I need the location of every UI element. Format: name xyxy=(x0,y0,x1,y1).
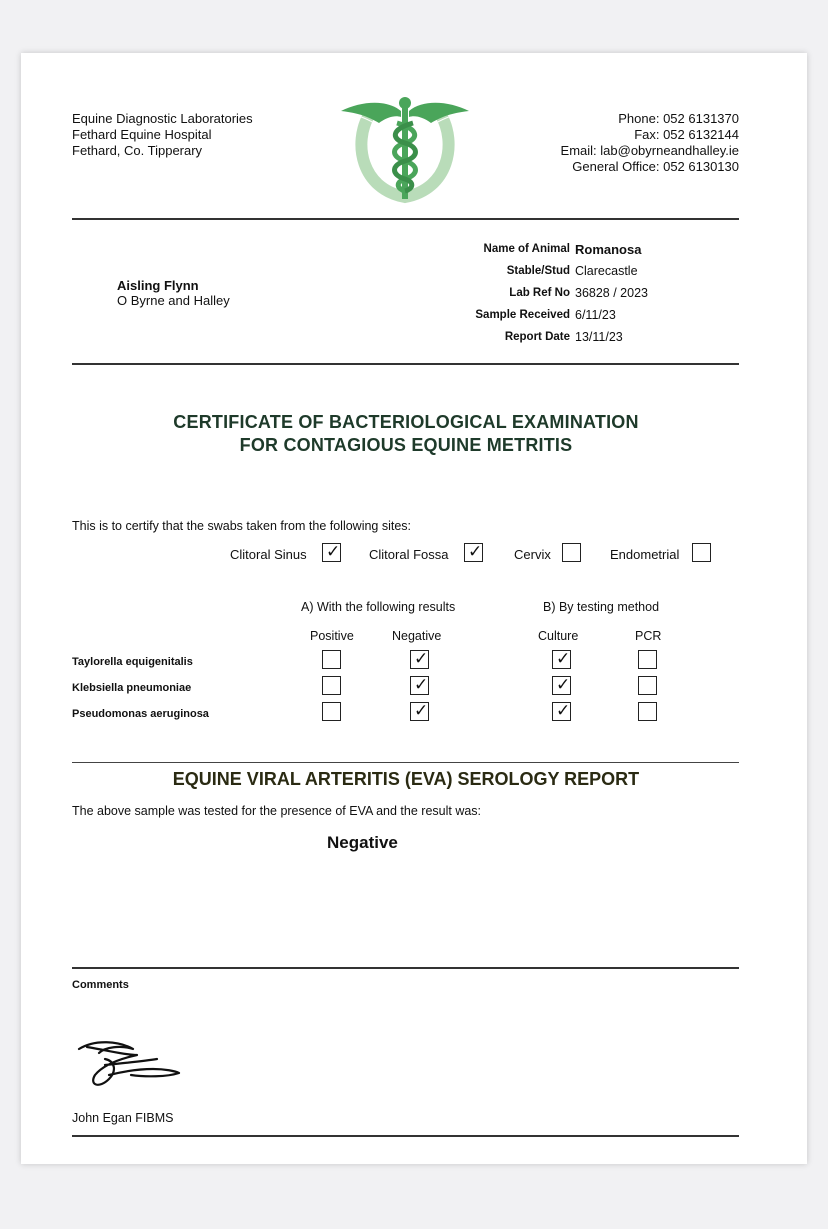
organism-name: Klebsiella pneumoniae xyxy=(72,682,192,694)
col-pcr: PCR xyxy=(635,629,662,643)
check-icon: ✓ xyxy=(414,649,429,669)
signature-image xyxy=(75,1035,185,1095)
divider-info xyxy=(72,363,739,365)
site-checkbox-clitoral-sinus[interactable] xyxy=(322,543,341,562)
organism-name: Pseudomonas aeruginosa xyxy=(72,708,209,720)
site-label-endometrial: Endometrial xyxy=(610,547,680,562)
site-checkbox-cervix[interactable] xyxy=(562,543,581,562)
report-date-value: 13/11/23 xyxy=(575,330,623,344)
report-page xyxy=(21,53,807,1164)
client-name: Aisling Flynn xyxy=(117,278,199,293)
divider-eva xyxy=(72,762,739,763)
site-checkbox-endometrial[interactable] xyxy=(692,543,711,562)
lab-ref-value: 36828 / 2023 xyxy=(575,286,648,300)
check-icon: ✓ xyxy=(556,675,571,695)
checkbox-positive[interactable] xyxy=(322,702,341,721)
checkbox-culture[interactable] xyxy=(552,650,571,669)
email-address: Email: lab@obyrneandhalley.ie xyxy=(560,143,739,158)
stable-label: Stable/Stud xyxy=(506,265,570,277)
phone-number: Phone: 052 6131370 xyxy=(618,111,739,126)
certificate-title-line1: CERTIFICATE OF BACTERIOLOGICAL EXAMINATION xyxy=(173,412,639,432)
eva-statement: The above sample was tested for the presence of EVA and the result was: xyxy=(72,804,482,818)
site-label-cervix: Cervix xyxy=(514,547,551,562)
animal-name: Romanosa xyxy=(575,242,642,257)
method-heading: B) By testing method xyxy=(543,600,660,614)
lab-name: Equine Diagnostic Laboratories xyxy=(72,111,253,126)
certificate-title-line2: FOR CONTAGIOUS EQUINE METRITIS xyxy=(239,435,573,455)
checkbox-negative[interactable] xyxy=(410,702,429,721)
site-checkbox-clitoral-fossa[interactable] xyxy=(464,543,483,562)
lab-town: Fethard, Co. Tipperary xyxy=(72,143,203,158)
client-block xyxy=(117,278,230,308)
eva-result: Negative xyxy=(327,833,398,852)
check-icon: ✓ xyxy=(414,701,429,721)
divider-comments xyxy=(72,967,739,969)
site-label-clitoral-fossa: Clitoral Fossa xyxy=(369,547,449,562)
checkbox-negative[interactable] xyxy=(410,676,429,695)
col-negative: Negative xyxy=(392,629,442,643)
divider-bottom xyxy=(72,1135,739,1137)
checkbox-pcr[interactable] xyxy=(638,702,657,721)
report-date-label: Report Date xyxy=(504,331,570,343)
checkbox-culture[interactable] xyxy=(552,676,571,695)
check-icon: ✓ xyxy=(414,675,429,695)
checkbox-culture[interactable] xyxy=(552,702,571,721)
results-heading: A) With the following results xyxy=(301,600,456,614)
comments-label: Comments xyxy=(72,979,129,991)
fax-number: Fax: 052 6132144 xyxy=(634,127,739,142)
eva-title: EQUINE VIRAL ARTERITIS (EVA) SEROLOGY REPORT xyxy=(172,769,640,789)
certify-statement: This is to certify that the swabs taken from the following sites: xyxy=(72,519,412,533)
checkbox-positive[interactable] xyxy=(322,650,341,669)
caduceus-logo xyxy=(339,93,471,205)
stable-value: Clarecastle xyxy=(575,264,638,278)
check-icon: ✓ xyxy=(468,542,483,562)
col-culture: Culture xyxy=(538,629,579,643)
divider-top xyxy=(72,218,739,220)
lab-contact xyxy=(561,111,739,175)
client-practice: O Byrne and Halley xyxy=(117,293,230,308)
check-icon: ✓ xyxy=(326,542,341,562)
signatory-name: John Egan FIBMS xyxy=(72,1111,174,1125)
hospital-name: Fethard Equine Hospital xyxy=(72,127,212,142)
checkbox-negative[interactable] xyxy=(410,650,429,669)
organism-name: Taylorella equigenitalis xyxy=(72,656,193,668)
col-positive: Positive xyxy=(310,629,354,643)
checkbox-positive[interactable] xyxy=(322,676,341,695)
animal-name-label: Name of Animal xyxy=(483,243,570,255)
checkbox-pcr[interactable] xyxy=(638,650,657,669)
check-icon: ✓ xyxy=(556,649,571,669)
lab-address xyxy=(72,111,253,159)
sample-received-value: 6/11/23 xyxy=(575,308,616,322)
check-icon: ✓ xyxy=(556,701,571,721)
office-number: General Office: 052 6130130 xyxy=(572,159,739,174)
checkbox-pcr[interactable] xyxy=(638,676,657,695)
lab-ref-label: Lab Ref No xyxy=(509,287,570,299)
site-label-clitoral-sinus: Clitoral Sinus xyxy=(230,547,307,562)
sample-received-label: Sample Received xyxy=(475,309,570,321)
